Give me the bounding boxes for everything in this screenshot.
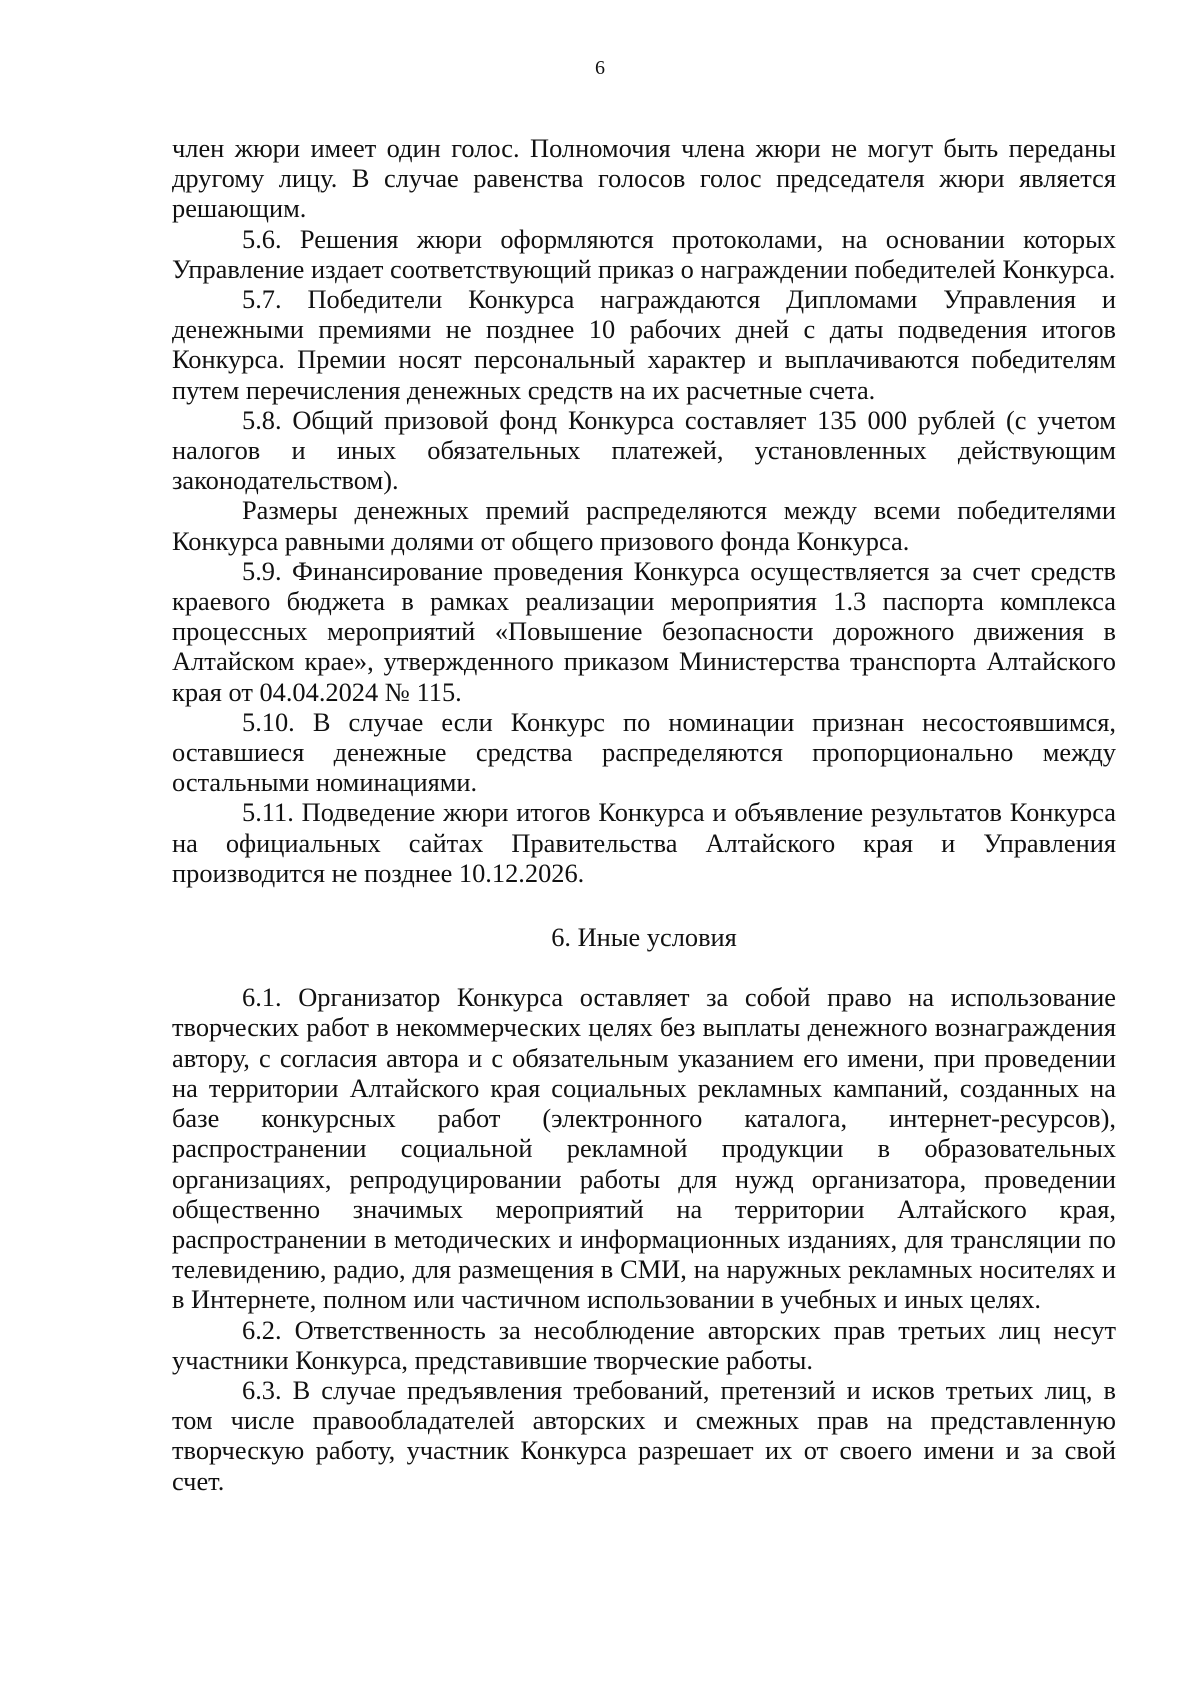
paragraph-prize-distribution: Размеры денежных премий распределяются между всеми победителями Конкурса равными долями от общего призового фонда Конкурса. <box>172 495 1116 556</box>
page-number: 6 <box>595 57 605 79</box>
paragraph-jury-vote: член жюри имеет один голос. Полномочия члена жюри не могут быть переданы другому лицу. В случае равенства голосов голос председателя жюри является решающим. <box>172 133 1116 224</box>
paragraph-6-1: 6.1. Организатор Конкурса оставляет за собой право на использование творческих работ в некоммерческих целях без выплаты денежного вознаграждения автору, с согласия автора и с обязательным указанием его имени, при проведении на территории Алтайского края социальных рекламных кампаний, созданных на базе конкурсных работ (электронного каталога, интернет-ресурсов), распространении социальной рекламной продукции в образовательных организациях, репродуцировании работы для нужд организатора, проведении общественно значимых мероприятий на территории Алтайского края, распространении в методических и информационных изданиях, для трансляции по телевидению, радио, для размещения в СМИ, на наружных рекламных носителях и в Интернете, полном или частичном использовании в учебных и иных целях. <box>172 982 1116 1315</box>
paragraph-5-6: 5.6. Решения жюри оформляются протоколами, на основании которых Управление издает соответствующий приказ о награждении победителей Конкурса. <box>172 223 1116 284</box>
paragraph-6-2: 6.2. Ответственность за несоблюдение авторских прав третьих лиц несут участники Конкурса, представившие творческие работы. <box>172 1314 1116 1375</box>
paragraph-5-10: 5.10. В случае если Конкурс по номинации признан несостоявшимся, оставшиеся денежные средства распределяются пропорционально между остальными номинациями. <box>172 706 1116 798</box>
paragraph-5-9: 5.9. Финансирование проведения Конкурса осуществляется за счет средств краевого бюджета в рамках реализации мероприятия 1.3 паспорта комплекса процессных мероприятий «Повышение безопасности дорожного движения в Алтайском крае», утвержденного приказом Министерства транспорта Алтайского края от 04.04.2024 № 115. <box>172 555 1116 707</box>
document-body <box>172 133 1116 1496</box>
section-heading-6: 6. Иные условия <box>551 922 737 953</box>
paragraph-5-7: 5.7. Победители Конкурса награждаются Дипломами Управления и денежными премиями не позднее 10 рабочих дней с даты подведения итогов Конкурса. Премии носят персональный характер и выплачиваются победителям путем перечисления денежных средств на их расчетные счета. <box>172 284 1116 405</box>
paragraph-5-8: 5.8. Общий призовой фонд Конкурса составляет 135 000 рублей (с учетом налогов и иных обязательных платежей, установленных действующим законодательством). <box>172 404 1116 496</box>
paragraph-6-3: 6.3. В случае предъявления требований, претензий и исков третьих лиц, в том числе правообладателей авторских и смежных прав на представленную творческую работу, участник Конкурса разрешает их от своего имени и за свой счет. <box>172 1374 1116 1496</box>
paragraph-5-11: 5.11. Подведение жюри итогов Конкурса и объявление результатов Конкурса на официальных сайтах Правительства Алтайского края и Управления производится не позднее 10.12.2026. <box>172 797 1116 888</box>
